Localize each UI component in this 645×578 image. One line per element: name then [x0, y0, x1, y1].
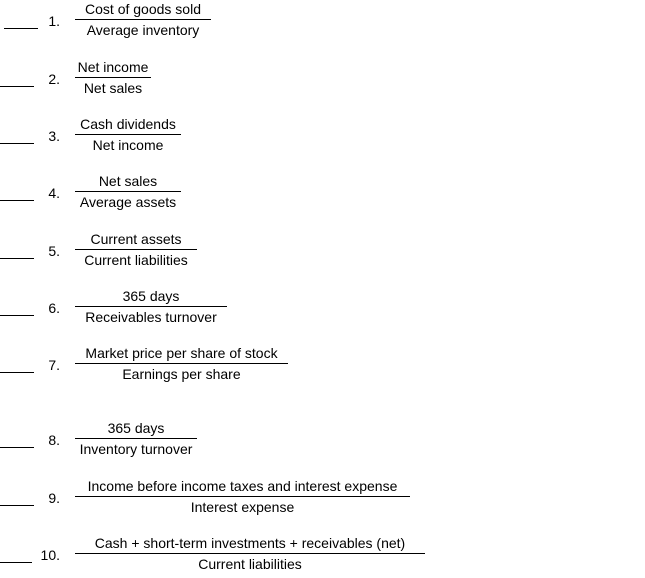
item-number: 5.: [48, 243, 60, 259]
ratio-item: [0, 419, 645, 463]
ratio-fraction: [75, 0, 211, 39]
ratio-fraction: [75, 115, 181, 154]
denominator: Average inventory: [86, 22, 200, 38]
ratio-fraction: [75, 287, 227, 326]
ratio-fraction: [75, 477, 410, 516]
item-number: 1.: [48, 13, 60, 29]
ratio-fraction: [75, 344, 288, 383]
item-number: 10.: [40, 547, 60, 563]
numerator: Current assets: [90, 231, 182, 247]
denominator: Interest expense: [190, 499, 295, 515]
item-number: 9.: [48, 490, 60, 506]
item-number: 2.: [48, 71, 60, 87]
denominator: Earnings per share: [122, 366, 241, 382]
ratio-fraction: [75, 58, 151, 97]
ratio-item: [0, 230, 645, 274]
numerator: Cash + short-term investments + receivables (net): [94, 535, 406, 551]
numerator: 365 days: [122, 288, 180, 304]
ratio-item: [0, 115, 645, 159]
item-number: 8.: [48, 432, 60, 448]
item-number: 4.: [48, 185, 60, 201]
denominator: Inventory turnover: [79, 441, 193, 457]
item-number: 3.: [48, 128, 60, 144]
ratio-item: [0, 0, 645, 44]
ratio-fraction: [75, 419, 197, 458]
numerator: 365 days: [107, 420, 165, 436]
numerator: Net income: [77, 59, 149, 75]
ratio-fraction: [75, 230, 197, 269]
numerator: Net sales: [98, 173, 158, 189]
denominator: Average assets: [79, 194, 177, 210]
numerator: Cash dividends: [80, 116, 176, 132]
ratio-item: [0, 172, 645, 216]
denominator: Current liabilities: [198, 556, 302, 572]
denominator: Net sales: [83, 80, 143, 96]
ratio-item: [0, 287, 645, 331]
denominator: Receivables turnover: [85, 309, 217, 325]
numerator: Market price per share of stock: [85, 345, 278, 361]
ratio-item: [0, 477, 645, 521]
numerator: Income before income taxes and interest expense: [87, 478, 398, 494]
denominator: Net income: [92, 137, 164, 153]
item-number: 6.: [48, 300, 60, 316]
denominator: Current liabilities: [84, 252, 188, 268]
item-number: 7.: [48, 357, 60, 373]
ratio-item: [0, 58, 645, 102]
ratio-item: [0, 344, 645, 388]
ratio-fraction: [75, 172, 181, 211]
ratio-item: [0, 534, 645, 578]
ratio-fraction: [75, 534, 425, 573]
numerator: Cost of goods sold: [85, 1, 201, 17]
